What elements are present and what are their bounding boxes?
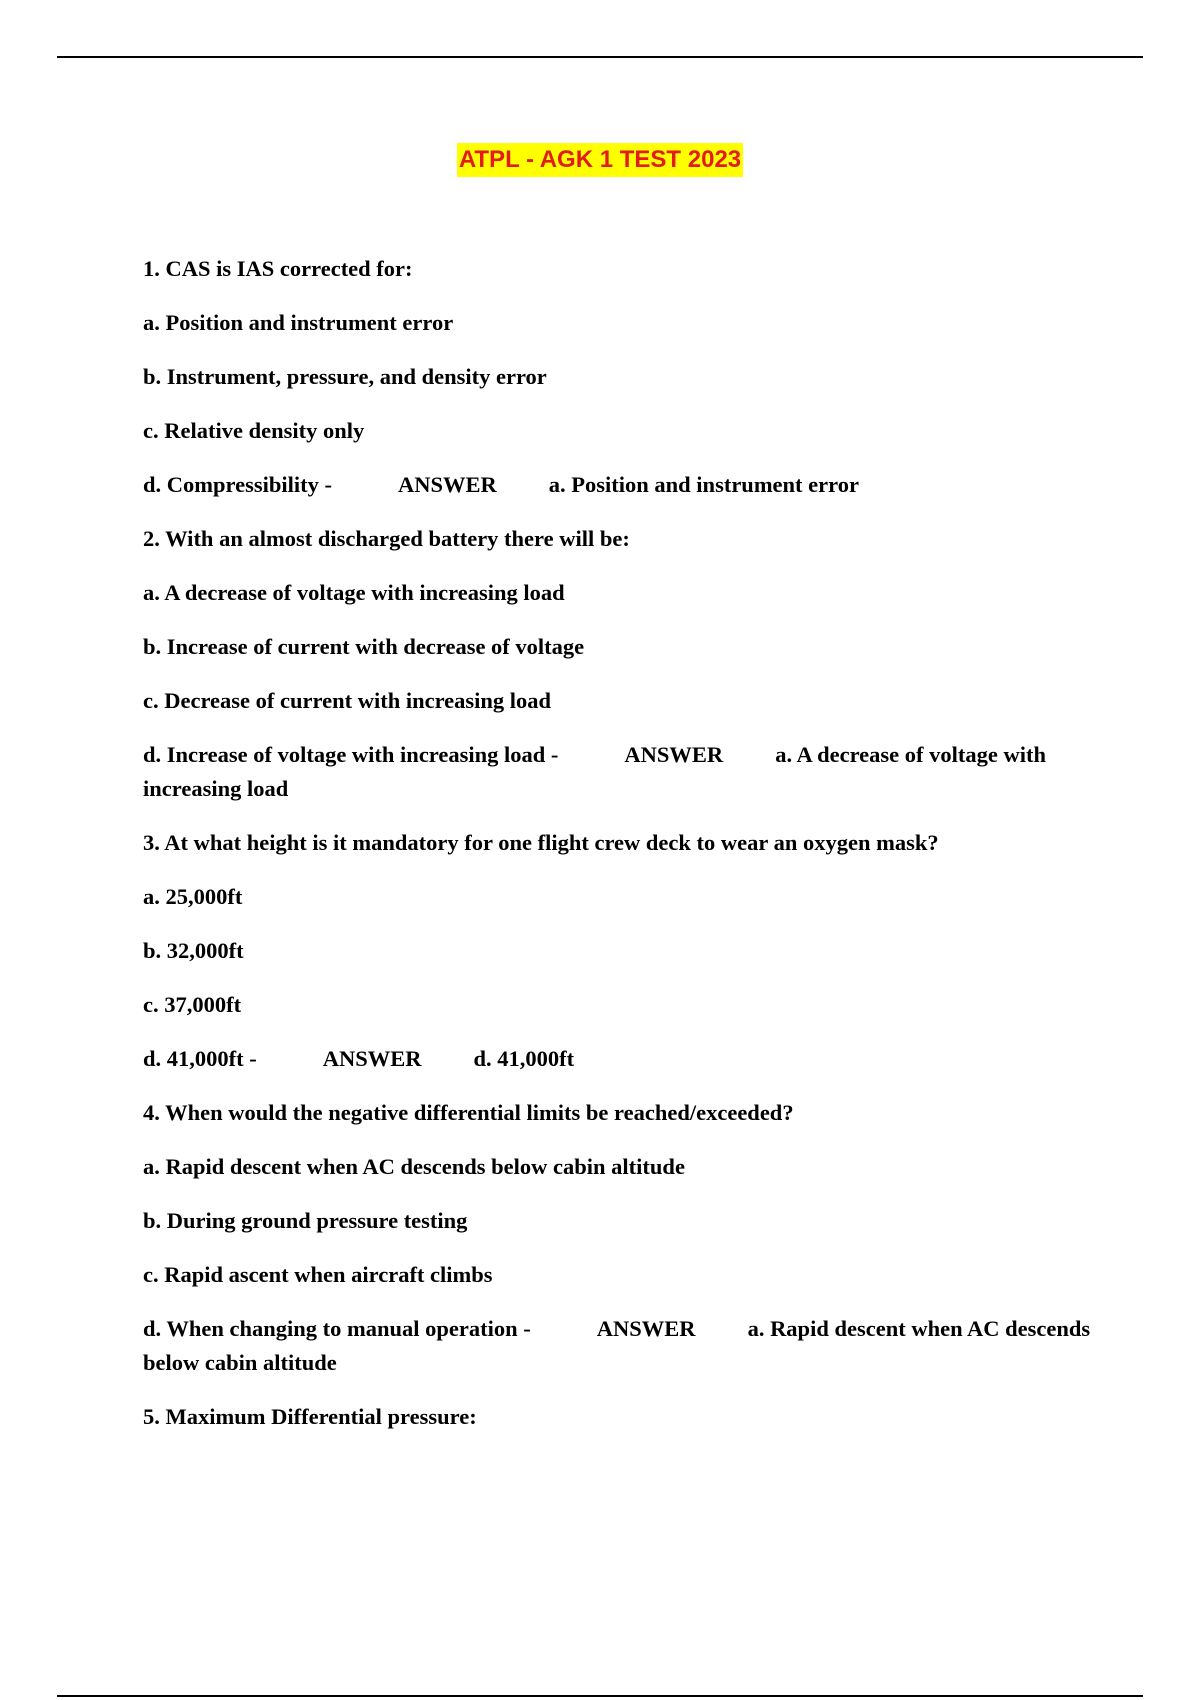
question-2: 2. With an almost discharged battery there will be: <box>143 526 630 551</box>
answer-label: ANSWER <box>397 472 497 497</box>
option-2d: d. Increase of voltage with increasing load - <box>143 742 559 767</box>
top-rule <box>57 56 1143 58</box>
option-2c: c. Decrease of current with increasing load <box>143 688 552 713</box>
option-4b: b. During ground pressure testing <box>143 1208 468 1233</box>
bottom-rule <box>57 1695 1143 1697</box>
option-4d: d. When changing to manual operation - <box>143 1316 531 1341</box>
question-3: 3. At what height is it mandatory for one flight crew deck to wear an oxygen mask? <box>143 830 939 855</box>
answer-3: d. 41,000ft <box>473 1046 575 1071</box>
option-1b: b. Instrument, pressure, and density error <box>143 364 547 389</box>
title-wrap <box>0 143 1200 177</box>
option-1a: a. Position and instrument error <box>143 310 454 335</box>
option-1d-with-answer <box>143 468 1103 502</box>
option-1d: d. Compressibility - <box>143 472 332 497</box>
answer-label: ANSWER <box>322 1046 422 1071</box>
option-3a: a. 25,000ft <box>143 884 243 909</box>
option-3d-with-answer <box>143 1042 1103 1076</box>
option-4c: c. Rapid ascent when aircraft climbs <box>143 1262 493 1287</box>
option-3c: c. 37,000ft <box>143 992 242 1017</box>
question-4: 4. When would the negative differential limits be reached/exceeded? <box>143 1100 794 1125</box>
answer-label: ANSWER <box>596 1316 696 1341</box>
option-3b: b. 32,000ft <box>143 938 244 963</box>
document-title: ATPL - AGK 1 TEST 2023 <box>457 143 743 177</box>
answer-4: a. Rapid descent when AC descends below cabin altitude <box>143 1316 1091 1375</box>
question-5: 5. Maximum Differential pressure: <box>143 1404 477 1429</box>
answer-label: ANSWER <box>624 742 724 767</box>
answer-2: a. A decrease of voltage with increasing load <box>143 742 1046 801</box>
option-4d-with-answer <box>143 1312 1103 1380</box>
option-4a: a. Rapid descent when AC descends below cabin altitude <box>143 1154 685 1179</box>
option-1c: c. Relative density only <box>143 418 365 443</box>
answer-1: a. Position and instrument error <box>548 472 859 497</box>
question-1: 1. CAS is IAS corrected for: <box>143 256 413 281</box>
option-2b: b. Increase of current with decrease of voltage <box>143 634 585 659</box>
option-3d: d. 41,000ft - <box>143 1046 257 1071</box>
option-2a: a. A decrease of voltage with increasing load <box>143 580 565 605</box>
question-list <box>143 252 1103 1454</box>
option-2d-with-answer <box>143 738 1073 806</box>
